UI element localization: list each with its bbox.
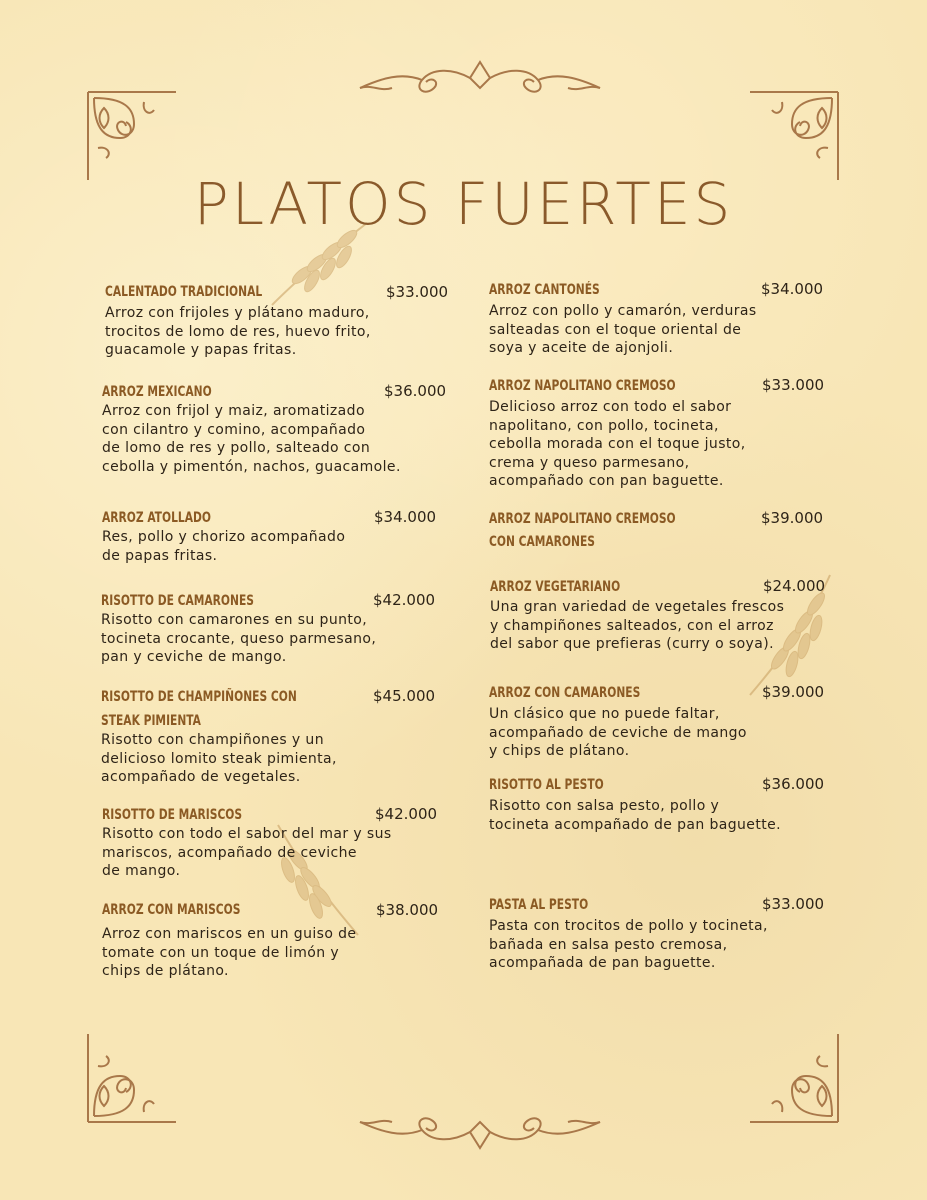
- corner-scroll-icon: [746, 1030, 842, 1126]
- item-description: Risotto con salsa pesto, pollo y tocineta acompañado de pan baguette.: [489, 798, 781, 833]
- top-flourish-icon: [352, 58, 608, 100]
- item-price: $36.000: [762, 775, 825, 793]
- item-description: Risotto con todo el sabor del mar y sus mariscos, acompañado de ceviche de mango.: [102, 826, 392, 879]
- menu-item: [101, 685, 451, 785]
- item-name: RISOTTO DE CHAMPIÑONES CON: [101, 689, 297, 705]
- menu-item: [102, 803, 452, 883]
- bottom-flourish-icon: [352, 1110, 608, 1152]
- item-description: Risotto con camarones en su punto, tocineta crocante, queso parmesano, pan y ceviche de mango.: [101, 612, 377, 665]
- item-price: $42.000: [373, 591, 436, 609]
- item-price: $34.000: [761, 280, 824, 298]
- item-description: Risotto con champiñones y un delicioso lomito steak pimienta, acompañado de vegetales.: [101, 732, 337, 785]
- item-name: ARROZ VEGETARIANO: [490, 579, 621, 595]
- item-price: $39.000: [762, 683, 825, 701]
- item-name: ARROZ NAPOLITANO CREMOSO: [489, 378, 676, 394]
- item-price: $33.000: [762, 895, 825, 913]
- item-name: ARROZ NAPOLITANO CREMOSO: [489, 511, 676, 527]
- corner-scroll-icon: [84, 1030, 180, 1126]
- item-description: Un clásico que no puede faltar, acompañado de ceviche de mango y chips de plátano.: [489, 706, 747, 759]
- item-description: Arroz con frijoles y plátano maduro, trocitos de lomo de res, huevo frito, guacamole y papas fritas.: [105, 305, 371, 358]
- item-name: RISOTTO DE MARISCOS: [102, 807, 243, 823]
- item-price: $33.000: [386, 283, 449, 301]
- menu-item: [102, 380, 452, 480]
- menu-item: [489, 681, 834, 761]
- item-name: ARROZ CANTONÉS: [489, 282, 600, 298]
- item-description: Arroz con frijol y maiz, aromatizado con cilantro y comino, acompañado de lomo de res y pollo, salteado con cebolla y pimentón, nachos, guacamole.: [102, 403, 401, 475]
- menu-item: [489, 893, 834, 975]
- item-price: $33.000: [762, 376, 825, 394]
- menu-item: [101, 589, 451, 669]
- page-title: PLATOS FUERTES: [193, 170, 734, 238]
- menu-item: [489, 278, 834, 360]
- item-description: Una gran variedad de vegetales frescos y champiñones salteados, con el arroz del sabor que prefieras (curry o soya).: [490, 599, 785, 652]
- item-description: Pasta con trocitos de pollo y tocineta, bañada en salsa pesto cremosa, acompañada de pan baguette.: [489, 918, 768, 971]
- menu-item: [102, 506, 452, 568]
- item-name-line2: CON CAMARONES: [489, 534, 595, 550]
- item-price: $38.000: [376, 901, 439, 919]
- item-name: ARROZ CON CAMARONES: [489, 685, 641, 701]
- menu-item: [105, 280, 455, 362]
- item-description: Arroz con mariscos en un guiso de tomate con un toque de limón y chips de plátano.: [102, 926, 357, 979]
- item-price: $36.000: [384, 382, 447, 400]
- item-price: $24.000: [763, 577, 826, 595]
- item-name: RISOTTO AL PESTO: [489, 777, 604, 793]
- menu-item: [489, 374, 834, 492]
- item-description: Res, pollo y chorizo acompañado de papas fritas.: [102, 529, 346, 564]
- menu-item: [489, 773, 834, 835]
- menu-item: [490, 575, 835, 655]
- item-price: $34.000: [374, 508, 437, 526]
- item-name: ARROZ ATOLLADO: [102, 510, 211, 526]
- item-name: RISOTTO DE CAMARONES: [101, 593, 254, 609]
- item-name: CALENTADO TRADICIONAL: [105, 284, 263, 300]
- menu-item: [102, 898, 452, 982]
- item-name: ARROZ MEXICANO: [102, 384, 212, 400]
- item-price: $45.000: [373, 687, 436, 705]
- item-description: Delicioso arroz con todo el sabor napolitano, con pollo, tocineta, cebolla morada con el toque justo, crema y queso parmesano, acompañado con pan baguette.: [489, 399, 746, 489]
- item-price: $39.000: [761, 509, 824, 527]
- item-name: ARROZ CON MARISCOS: [102, 902, 241, 918]
- item-description: Arroz con pollo y camarón, verduras salteadas con el toque oriental de soya y aceite de ajonjoli.: [489, 303, 757, 356]
- item-price: $42.000: [375, 805, 438, 823]
- menu-item: [489, 507, 834, 555]
- item-name: PASTA AL PESTO: [489, 897, 589, 913]
- item-name-line2: STEAK PIMIENTA: [101, 713, 201, 729]
